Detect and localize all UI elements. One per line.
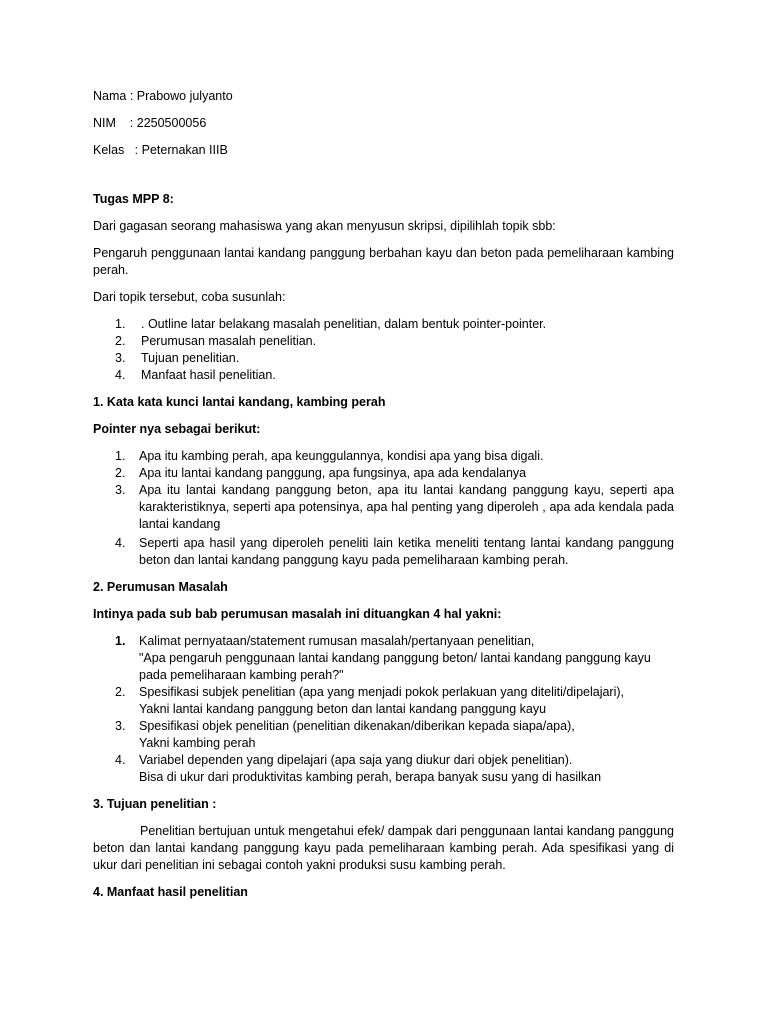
section2-subtitle: Intinya pada sub bab perumusan masalah ini dituangkan 4 hal yakni: xyxy=(93,607,502,621)
list-item: 2. Perumusan masalah penelitian. xyxy=(115,334,317,348)
student-nim: NIM : 2250500056 xyxy=(93,116,207,130)
task-instruction: Dari topik tersebut, coba susunlah: xyxy=(93,290,286,304)
section1-list xyxy=(93,448,674,569)
list-item: 2. Spesifikasi subjek penelitian (apa yang menjadi pokok perlakuan yang diteliti/dipelajari), Yakni lantai kandang panggung beton dan lantai kandang panggung kayu xyxy=(115,685,625,716)
list-item: 1. Kalimat pernyataan/statement rumusan masalah/pertanyaan penelitian, "Apa pengaruh penggunaan lantai kandang panggung beton/ lantai kandang panggung kayu pada pemeliharaan kambing perah?" xyxy=(115,634,651,682)
section1-title: 1. Kata kata kunci lantai kandang, kambing perah xyxy=(93,395,386,409)
task-list xyxy=(93,316,674,384)
list-item: 1. . Outline latar belakang masalah penelitian, dalam bentuk pointer-pointer. xyxy=(115,317,547,331)
section4-title: 4. Manfaat hasil penelitian xyxy=(93,885,248,899)
task-intro: Dari gagasan seorang mahasiswa yang akan menyusun skripsi, dipilihlah topik sbb: xyxy=(93,219,556,233)
document-page xyxy=(93,88,674,911)
list-item: 3. Apa itu lantai kandang panggung beton, apa itu lantai kandang panggung kayu, seperti apa karakteristiknya, seperti apa potensinya, apa hal penting yang diperoleh , apa ada kendala pada lantai kandang xyxy=(115,483,674,531)
task-title: Tugas MPP 8: xyxy=(93,192,174,206)
list-item: 4. Variabel dependen yang dipelajari (apa saja yang diukur dari objek penelitian). Bisa di ukur dari produktivitas kambing perah, berapa banyak susu yang di hasilkan xyxy=(115,753,602,784)
student-class: Kelas : Peternakan IIIB xyxy=(93,143,228,157)
task-topic: Pengaruh penggunaan lantai kandang panggung berbahan kayu dan beton pada pemeliharaan kambing perah. xyxy=(93,246,674,277)
spacer xyxy=(93,169,674,191)
list-item: 3. Spesifikasi objek penelitian (penelitian dikenakan/diberikan kepada siapa/apa), Yakni kambing perah xyxy=(115,719,575,750)
section3-title: 3. Tujuan penelitian : xyxy=(93,797,217,811)
list-item: 2. Apa itu lantai kandang panggung, apa fungsinya, apa ada kendalanya xyxy=(115,466,527,480)
section2-list xyxy=(93,633,674,786)
list-item: 4. Seperti apa hasil yang diperoleh peneliti lain ketika meneliti tentang lantai kandang panggung beton dan lantai kandang panggung kayu pada pemeliharaan kambing perah. xyxy=(115,536,674,567)
section2-title: 2. Perumusan Masalah xyxy=(93,580,228,594)
list-item: 1. Apa itu kambing perah, apa keunggulannya, kondisi apa yang bisa digali. xyxy=(115,449,544,463)
list-item: 3. Tujuan penelitian. xyxy=(115,351,240,365)
student-name: Nama : Prabowo julyanto xyxy=(93,89,233,103)
section3-body: Penelitian bertujuan untuk mengetahui efek/ dampak dari penggunaan lantai kandang panggung beton dan lantai kandang panggung kayu pada pemeliharaan kambing perah. Ada spesifikasi yang di ukur dari penelitian ini sebagai contoh yakni produksi susu kambing perah. xyxy=(93,824,674,872)
list-item: 4. Manfaat hasil penelitian. xyxy=(115,368,276,382)
section1-subtitle: Pointer nya sebagai berikut: xyxy=(93,422,261,436)
